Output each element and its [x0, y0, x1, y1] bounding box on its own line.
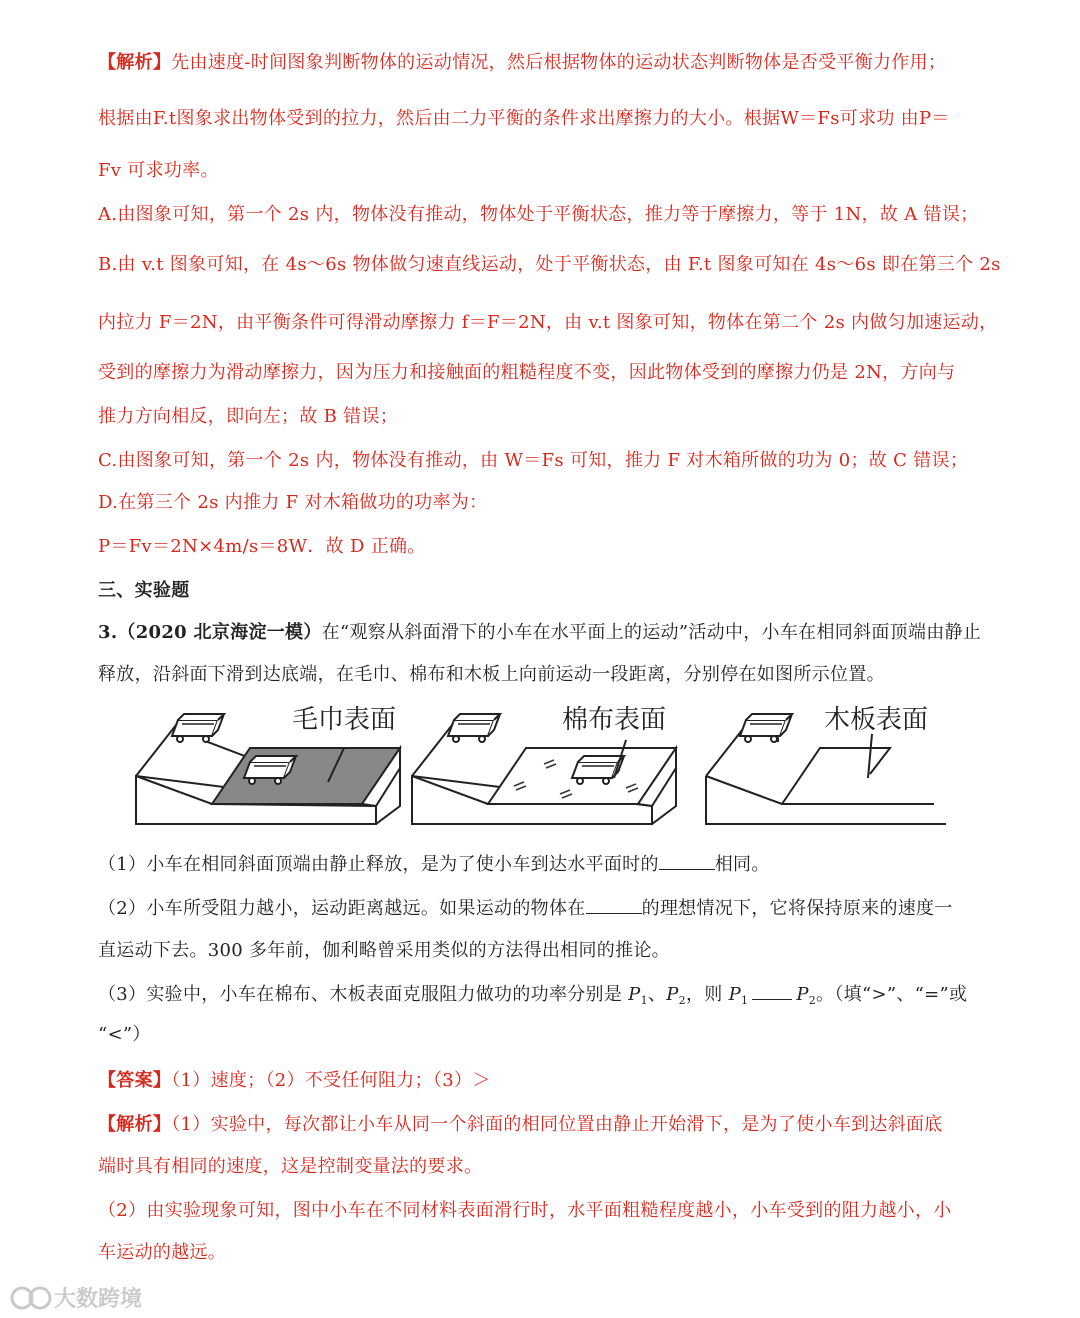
watermark-text: 大数跨境: [54, 1287, 143, 1312]
analysis2-line-3: （2）由实验现象可知，图中小车在不同材料表面滑行时，水平面粗糙程度越小，小车受到的阻力越小，小: [98, 1200, 952, 1221]
question-text: 在“观察从斜面滑下的小车在水平面上的运动”活动中，小车在相同斜面顶端由静止: [321, 622, 982, 643]
analysis2-line-2: 端时具有相同的速度，这是控制变量法的要求。: [98, 1156, 483, 1177]
analysis-text: （1）实验中，每次都让小车从同一个斜面的相同位置由静止开始滑下，是为了使小车到达斜面底: [171, 1114, 943, 1135]
cart-on-ramp: [172, 714, 224, 742]
analysis-option-d-1: D.在第三个 2s 内推力 F 对木箱做功的功率为：: [98, 492, 488, 513]
sub-question-3: [98, 980, 967, 1007]
analysis-option-b-2: 内拉力 F＝2N，由平衡条件可得滑动摩擦力 f＝F＝2N，由 v.t 图象可知，物体在第二个 2s 内做匀加速运动，: [98, 312, 998, 333]
answer-blank-3[interactable]: [752, 985, 792, 1000]
answer-blank-2[interactable]: [586, 899, 642, 914]
cart-on-ramp: [740, 714, 792, 742]
watermark: [10, 1282, 142, 1313]
power-subscript: 1: [741, 994, 749, 1007]
sub-question-1-tail: 相同。: [714, 854, 770, 875]
analysis-line-2: 根据由F.t图象求出物体受到的拉力，然后由二力平衡的条件求出摩擦力的大小。根据W＝Fs可求功 由P＝: [98, 108, 950, 129]
analysis-option-c: C.由图象可知，第一个 2s 内，物体没有推动，由 W＝Fs 可知，推力 F 对木箱所做的功为 0；故 C 错误；: [98, 450, 969, 471]
sub-question-2-text: （2）小车所受阻力越小，运动距离越远。如果运动的物体在: [98, 898, 586, 919]
analysis2-line-4: 车运动的越远。: [98, 1242, 227, 1263]
figure-label-cotton: 棉布表面: [562, 705, 667, 735]
power-symbol: P: [666, 984, 679, 1005]
analysis-option-d-2: P＝Fv＝2N×4m/s＝8W．故 D 正确。: [98, 536, 426, 557]
power-subscript: 1: [640, 994, 648, 1007]
sub-question-2-line-2: 直运动下去。300 多年前，伽利略曾采用类似的方法得出相同的推论。: [98, 940, 670, 961]
separator: 、: [647, 984, 667, 1005]
power-subscript: 2: [678, 994, 686, 1007]
connector-text: ，则: [685, 984, 729, 1005]
power-symbol: P: [796, 984, 809, 1005]
question-number: 3.（2020 北京海淀一模）: [98, 622, 322, 643]
analysis-line-1: [98, 48, 946, 74]
answer-text: （1）速度；（2）不受任何阻力；（3）＞: [171, 1070, 491, 1091]
answer-tag: 【答案】: [98, 1070, 172, 1091]
analysis-option-b-3: 受到的摩擦力为滑动摩擦力，因为压力和接触面的粗糙程度不变，因此物体受到的摩擦力仍是 2N，方向与: [98, 362, 956, 383]
sub-question-2-tail: 的理想情况下，它将保持原来的速度一: [641, 898, 953, 919]
power-symbol: P: [628, 984, 641, 1005]
sub-question-1: [98, 850, 770, 876]
analysis-text: 先由速度-时间图象判断物体的运动情况，然后根据物体的运动状态判断物体是否受平衡力作用；: [171, 52, 947, 73]
answer-line: [98, 1066, 491, 1092]
power-subscript: 2: [808, 994, 817, 1007]
wood-surface-panel: [706, 705, 946, 824]
section-title: 三、实验题: [98, 580, 190, 601]
analysis-tag: 【解析】: [98, 1114, 172, 1135]
watermark-logo-icon: [10, 1285, 54, 1311]
analysis2-line-1: [98, 1110, 943, 1136]
analysis-tag: 【解析】: [98, 52, 172, 73]
cart-on-ramp: [448, 714, 500, 742]
sub-question-1-text: （1）小车在相同斜面顶端由静止释放，是为了使小车到达水平面时的: [98, 854, 659, 875]
question-3-line-2: 释放，沿斜面下滑到达底端，在毛巾、棉布和木板上向前运动一段距离，分别停在如图所示位置。: [98, 664, 885, 685]
analysis-option-b-1: B.由 v.t 图象可知，在 4s～6s 物体做匀速直线运动，处于平衡状态，由 F.t 图象可知在 4s～6s 即在第三个 2s: [98, 254, 1001, 275]
analysis-line-3: Fv 可求功率。: [98, 160, 219, 181]
figure-label-wood: 木板表面: [824, 705, 929, 735]
sub-question-3-line-2: “<”）: [98, 1024, 151, 1045]
answer-blank-1[interactable]: [659, 855, 715, 870]
sub-question-2: [98, 894, 953, 920]
power-symbol: P: [728, 984, 741, 1005]
experiment-figure: [130, 694, 929, 830]
question-3-line-1: [98, 618, 981, 644]
figure-label-towel: 毛巾表面: [292, 705, 397, 735]
cotton-surface-panel: [412, 705, 676, 824]
sub-question-3-tail: 。（填“>”、“=”或: [816, 984, 968, 1005]
towel-surface-panel: [136, 705, 400, 824]
analysis-option-b-4: 推力方向相反，即向左；故 B 错误；: [98, 406, 399, 427]
sub-question-3-text: （3）实验中，小车在棉布、木板表面克服阻力做功的功率分别是: [98, 984, 629, 1005]
analysis-option-a: A.由图象可知，第一个 2s 内，物体没有推动，物体处于平衡状态，推力等于摩擦力，等于 1N，故 A 错误；: [98, 204, 979, 225]
